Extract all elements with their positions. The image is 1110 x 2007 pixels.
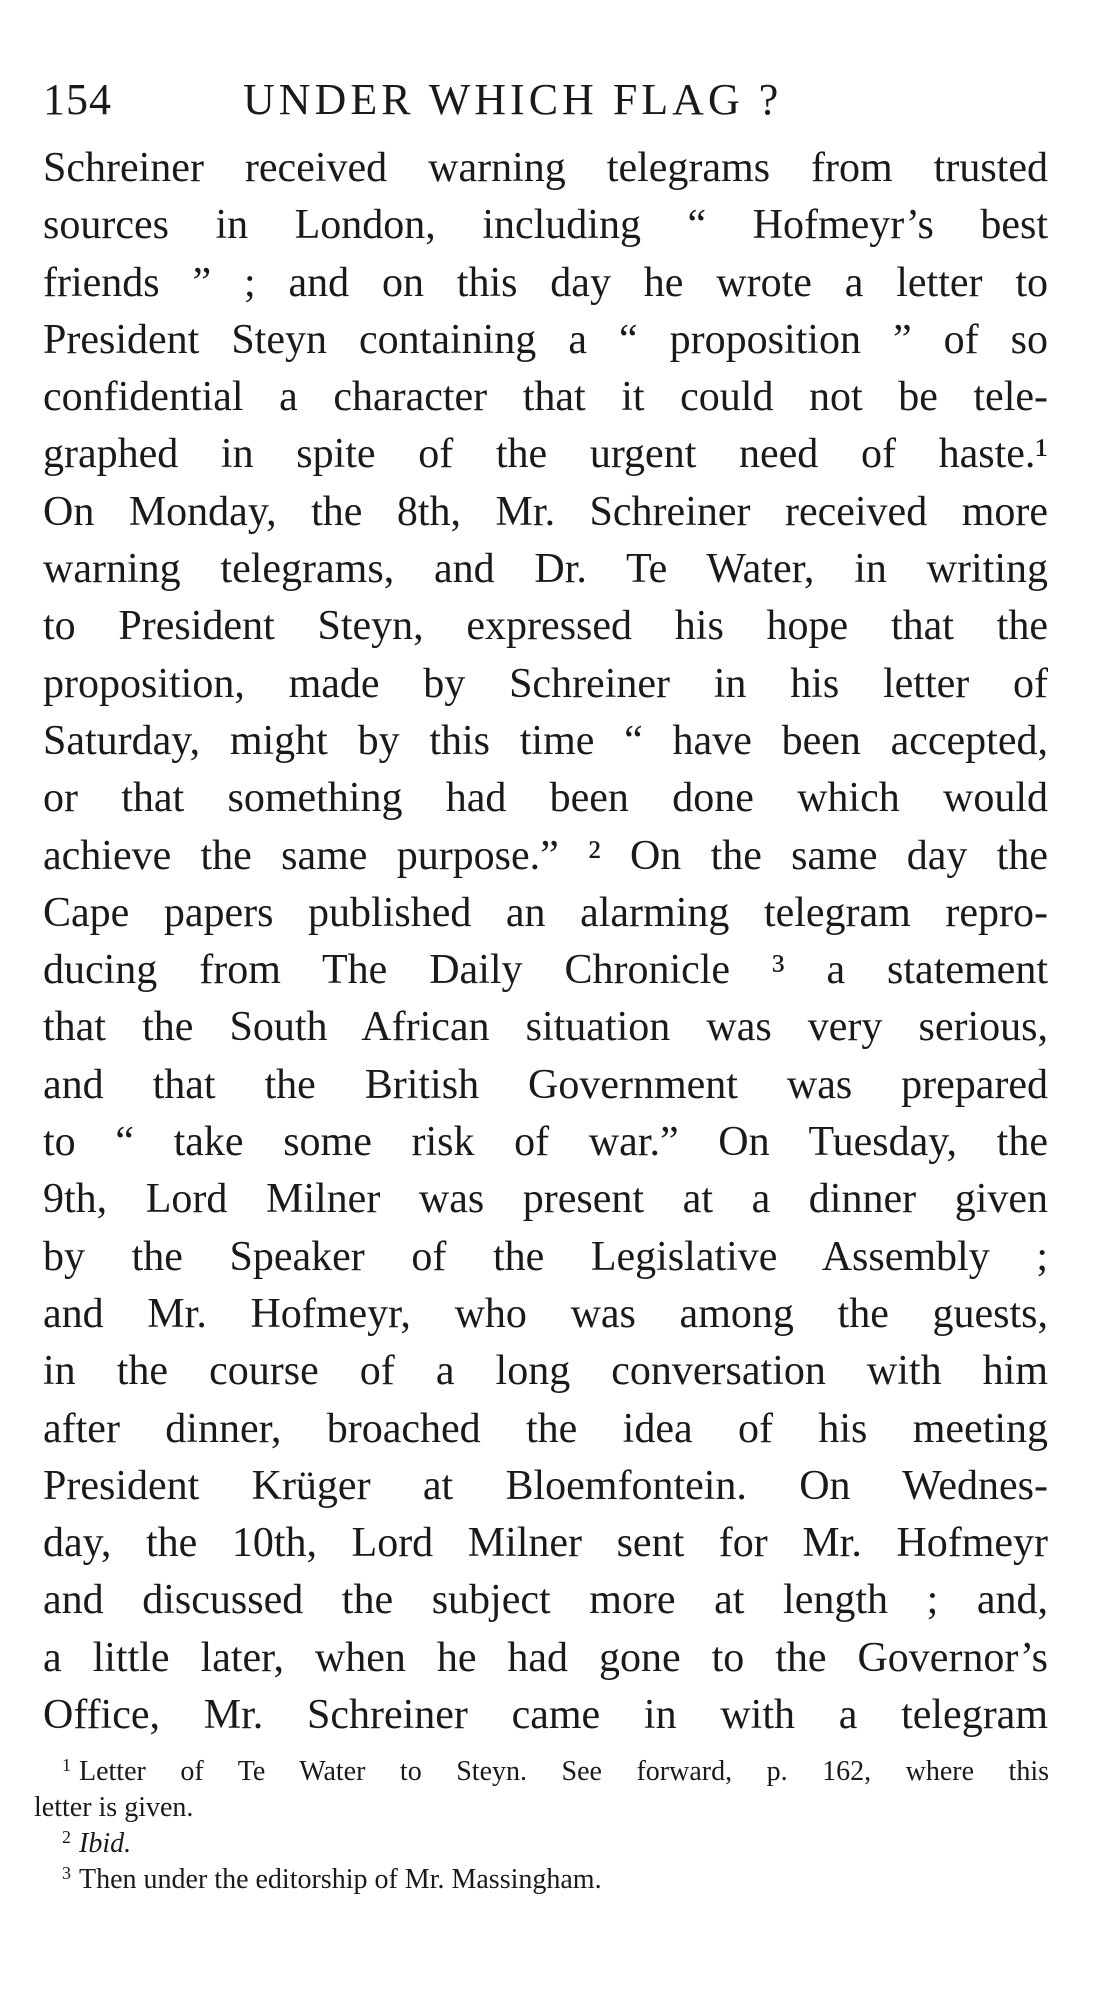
footnote-text: Ibid. — [79, 1828, 132, 1859]
body-line: Schreiner received warning telegrams from trusted — [43, 145, 1048, 191]
body-line: proposition, made by Schreiner in his letter of — [43, 660, 1048, 707]
page-header — [43, 72, 1043, 128]
footnote-marker: 3 — [62, 1863, 71, 1883]
footnote-text: Letter of Te Water to Steyn. See forward, p. 162, where this — [79, 1756, 1049, 1787]
footnotes — [34, 1754, 1049, 1898]
body-line: confidential a character that it could not be tele- — [43, 374, 1048, 421]
body-line: to President Steyn, expressed his hope that the — [43, 603, 1048, 650]
body-line: and discussed the subject more at length ; and, — [43, 1577, 1048, 1624]
body-line: and Mr. Hofmeyr, who was among the guests, — [43, 1290, 1048, 1337]
body-line: day, the 10th, Lord Milner sent for Mr. Hofmeyr — [43, 1520, 1048, 1567]
footnote-marker: 2 — [62, 1827, 71, 1847]
body-line: friends ” ; and on this day he wrote a letter to — [43, 259, 1048, 306]
body-line: sources in London, including “ Hofmeyr’s best — [43, 202, 1048, 249]
body-line: to “ take some risk of war.” On Tuesday, the — [43, 1119, 1048, 1166]
footnote-text: Then under the editorship of Mr. Massingham. — [79, 1864, 602, 1895]
body-line: after dinner, broached the idea of his meeting — [43, 1405, 1048, 1452]
body-line: President Krüger at Bloemfontein. On Wednes- — [43, 1462, 1048, 1509]
body-line: Office, Mr. Schreiner came in with a telegram — [43, 1692, 1048, 1739]
footnote-marker: 1 — [62, 1755, 71, 1775]
body-line: President Steyn containing a “ proposition ” of so — [43, 316, 1048, 363]
body-line: Saturday, might by this time “ have been accepted, — [43, 717, 1048, 764]
body-line: warning telegrams, and Dr. Te Water, in writing — [43, 546, 1048, 593]
footnote-2 — [34, 1826, 1049, 1862]
body-line: graphed in spite of the urgent need of haste.¹ — [43, 431, 1048, 478]
body-line: a little later, when he had gone to the Governor’s — [43, 1634, 1048, 1681]
body-line: 9th, Lord Milner was present at a dinner given — [43, 1176, 1048, 1223]
body-line: in the course of a long conversation with him — [43, 1348, 1048, 1395]
footnote-1 — [34, 1754, 1049, 1790]
body-line: or that something had been done which would — [43, 775, 1048, 822]
body-line: achieve the same purpose.” ² On the same day the — [43, 832, 1048, 879]
body-line: Cape papers published an alarming telegram repro- — [43, 889, 1048, 936]
body-line: and that the British Government was prepared — [43, 1061, 1048, 1108]
footnote-3 — [34, 1862, 1049, 1898]
body-line: by the Speaker of the Legislative Assembly ; — [43, 1233, 1048, 1280]
running-title: UNDER WHICH FLAG ? — [243, 75, 783, 124]
body-line: ducing from The Daily Chronicle ³ a statement — [43, 947, 1048, 994]
body-text — [43, 140, 1048, 1744]
body-line: that the South African situation was very serious, — [43, 1004, 1048, 1051]
page-number: 154 — [43, 75, 112, 124]
body-line: On Monday, the 8th, Mr. Schreiner received more — [43, 488, 1048, 535]
footnote-1-continuation: letter is given. — [34, 1792, 194, 1823]
